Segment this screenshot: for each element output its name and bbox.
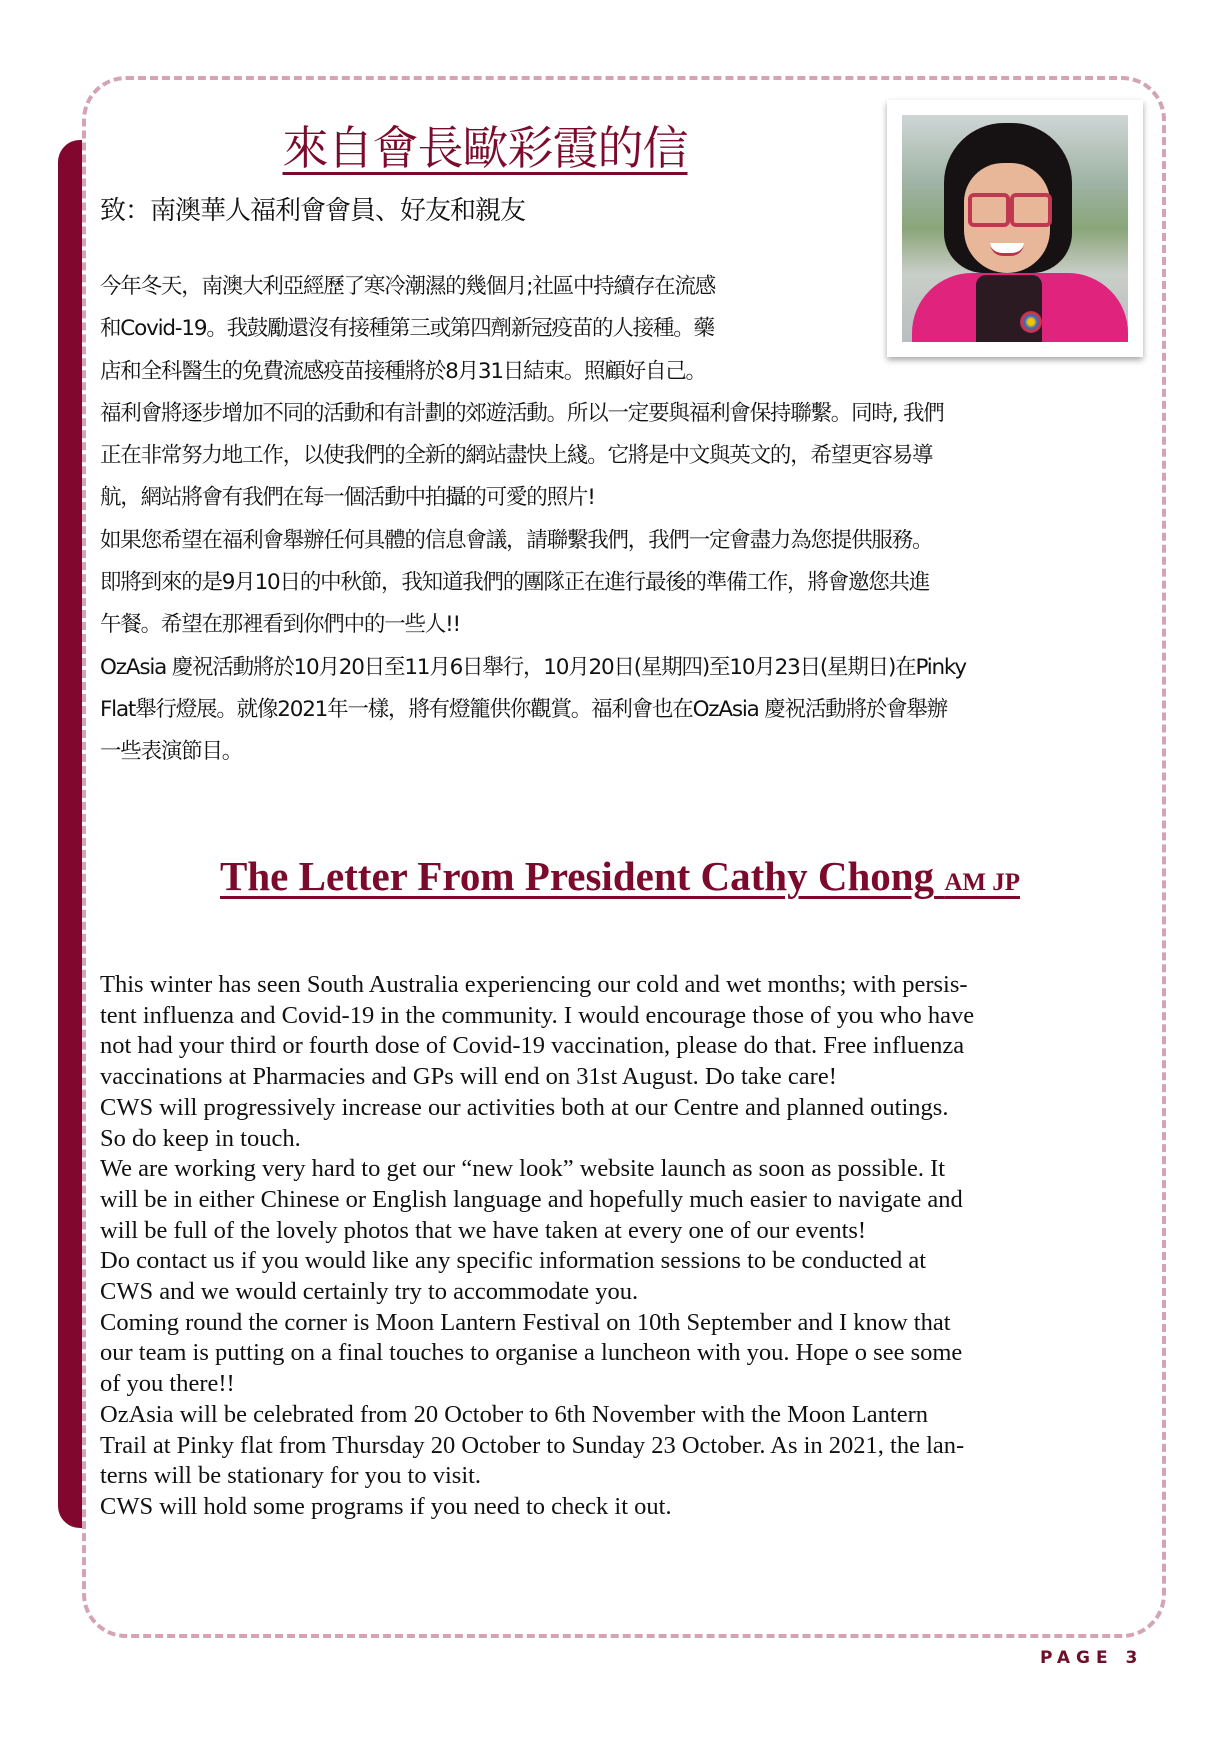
english-body-line: OzAsia will be celebrated from 20 October to 6th November with the Moon Lantern bbox=[100, 1400, 928, 1428]
chinese-body-line: 今年冬天，南澳大利亞經歷了寒冷潮濕的幾個月;社區中持續存在流感 bbox=[100, 274, 716, 299]
photo-brooch-shape bbox=[1020, 311, 1042, 333]
english-body-line: Coming round the corner is Moon Lantern Festival on 10th September and I know that bbox=[100, 1308, 951, 1336]
english-body-line: CWS will hold some programs if you need to check it out. bbox=[100, 1492, 672, 1520]
english-body-line: tent influenza and Covid-19 in the community. I would encourage those of you who have bbox=[100, 1001, 975, 1029]
chinese-body-line: 午餐。希望在那裡看到你們中的一些人!! bbox=[100, 612, 460, 638]
english-body-line: Do contact us if you would like any specific information sessions to be conducted at bbox=[100, 1247, 927, 1275]
english-letter-title bbox=[170, 852, 1070, 900]
english-body-line: not had your third or fourth dose of Covid-19 vaccination, please do that. Free influenza bbox=[100, 1032, 965, 1060]
chinese-body-line: 正在非常努力地工作，以使我們的全新的網站盡快上綫。它將是中文與英文的，希望更容易導 bbox=[100, 443, 933, 469]
english-body-line: of you there!! bbox=[100, 1370, 235, 1398]
english-title-text: The Letter From President Cathy Chong bbox=[220, 853, 935, 899]
chinese-letter-title: 來自會長歐彩霞的信 bbox=[282, 121, 688, 175]
chinese-body-line: 福利會將逐步增加不同的活動和有計劃的郊遊活動。所以一定要與福利會保持聯繫。同時, 我們 bbox=[100, 400, 944, 426]
chinese-greeting: 致：南澳華人福利會會員、好友和親友 bbox=[100, 196, 526, 226]
chinese-body-line: OzAsia 慶祝活動將於10月20日至11月6日舉行，10月20日(星期四)至10月23日(星期日)在Pinky bbox=[100, 654, 966, 680]
english-body-line: will be in either Chinese or English language and hopefully much easier to navigate and bbox=[100, 1185, 963, 1213]
english-body-line: vaccinations at Pharmacies and GPs will end on 31st August. Do take care! bbox=[100, 1063, 837, 1091]
english-body-line: We are working very hard to get our “new look” website launch as soon as possible. It bbox=[100, 1155, 946, 1183]
chinese-body-line: 即將到來的是9月10日的中秋節，我知道我們的團隊正在進行最後的準備工作，將會邀您共進 bbox=[100, 570, 930, 596]
chinese-body-line: Flat舉行燈展。就像2021年一樣，將有燈籠供你觀賞。福利會也在OzAsia 慶祝活動將於會舉辦 bbox=[100, 696, 947, 722]
chinese-body-line: 如果您希望在福利會舉辦任何具體的信息會議，請聯繫我們，我們一定會盡力為您提供服務。 bbox=[100, 527, 933, 553]
chinese-body-line: 航，網站將會有我們在每一個活動中拍攝的可愛的照片! bbox=[100, 485, 595, 511]
photo-glasses-left bbox=[968, 193, 1010, 227]
english-body-line: our team is putting on a final touches to organise a luncheon with you. Hope o see some bbox=[100, 1339, 963, 1367]
english-letter-body bbox=[100, 970, 1140, 1523]
english-body-line: This winter has seen South Australia experiencing our cold and wet months; with persis- bbox=[100, 971, 968, 998]
english-body-line: will be full of the lovely photos that we have taken at every one of our events! bbox=[100, 1216, 867, 1244]
english-body-line: Trail at Pinky flat from Thursday 20 October to Sunday 23 October. As in 2021, the lan- bbox=[100, 1431, 965, 1459]
decorative-side-bar bbox=[58, 140, 82, 1528]
chinese-body-line: 店和全科醫生的免費流感疫苗接種將於8月31日結束。照顧好自己。 bbox=[100, 358, 706, 384]
english-body-line: CWS will progressively increase our activities both at our Centre and planned outings. bbox=[100, 1093, 949, 1121]
english-title-honours: AM JP bbox=[944, 869, 1020, 896]
english-body-line: terns will be stationary for you to visit. bbox=[100, 1462, 482, 1490]
president-photo-frame bbox=[887, 100, 1143, 357]
english-body-line: CWS and we would certainly try to accommodate you. bbox=[100, 1278, 639, 1306]
page-number: PAGE 3 bbox=[1040, 1648, 1144, 1668]
english-body-line: So do keep in touch. bbox=[100, 1124, 301, 1152]
chinese-body-line: 和Covid-19。我鼓勵還沒有接種第三或第四劑新冠疫苗的人接種。藥 bbox=[100, 316, 714, 342]
photo-glasses-right bbox=[1010, 193, 1052, 227]
chinese-body-line: 一些表演節目。 bbox=[100, 739, 243, 765]
president-portrait-photo bbox=[902, 115, 1128, 342]
